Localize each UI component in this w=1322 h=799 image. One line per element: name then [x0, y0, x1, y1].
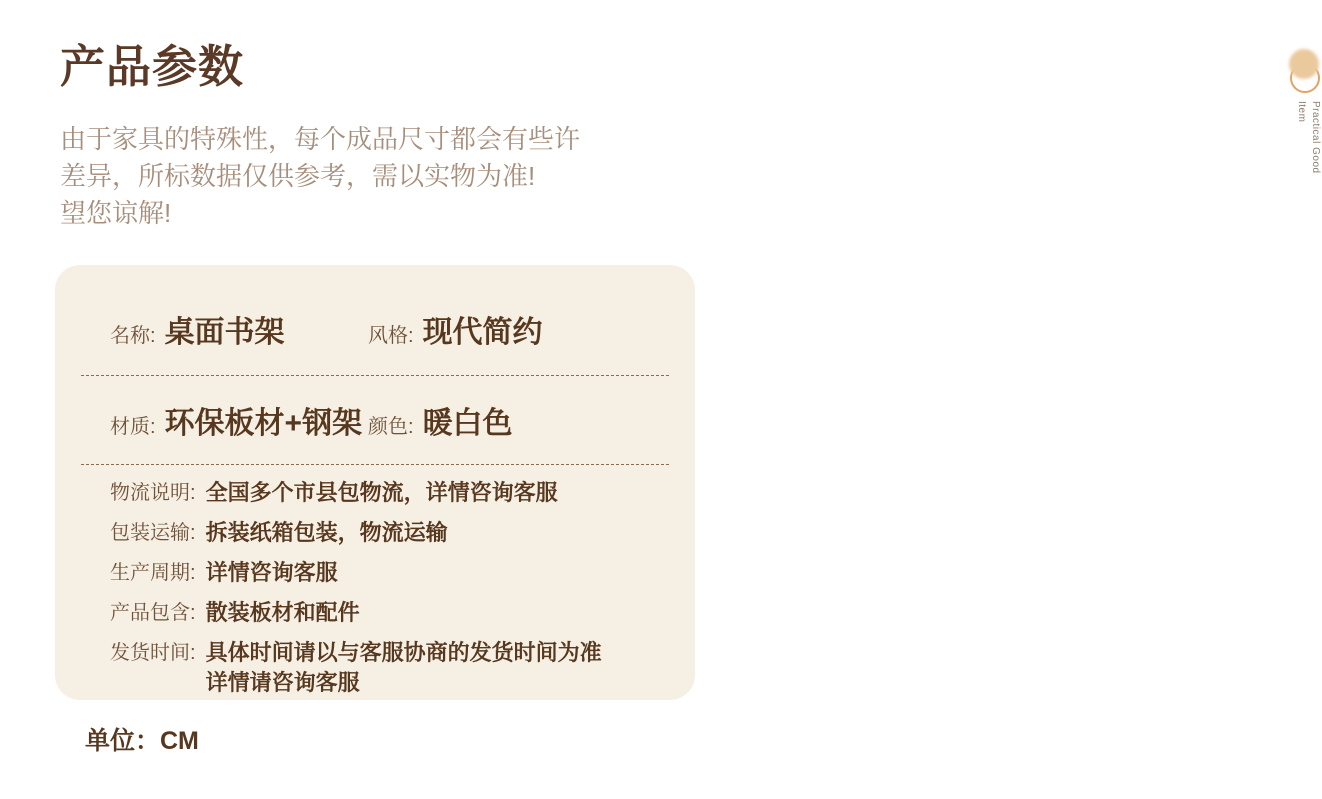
disclaimer-line2: 差异，所标数据仅供参考，需以实物为准! — [60, 161, 536, 191]
coin-circle-icon — [1289, 49, 1319, 79]
info-row-production-cycle — [110, 559, 665, 587]
spec-row-name-style — [55, 265, 695, 375]
info-row-logistics — [110, 479, 665, 507]
info-row-packaging — [110, 519, 665, 547]
spec-pair-material — [110, 398, 368, 442]
page-title: 产品参数 — [60, 41, 245, 92]
unit-label: 单位：CM — [85, 727, 199, 755]
disclaimer-line1: 由于家具的特殊性，每个成品尺寸都会有些许 — [60, 124, 581, 154]
disclaimer-line3: 望您谅解! — [60, 198, 172, 228]
info-label-packaging: 包装运输: — [110, 522, 196, 544]
info-row-includes — [110, 599, 665, 627]
info-value-production-cycle: 详情咨询客服 — [205, 560, 338, 585]
info-value-logistics: 全国多个市县包物流，详情咨询客服 — [205, 480, 558, 505]
info-row-shipping-time — [110, 639, 665, 697]
badge-text-line1: Practical Good — [1310, 101, 1321, 174]
info-list — [55, 465, 695, 697]
spec-label-color: 颜色: — [368, 416, 414, 438]
shipping-time-line1: 具体时间请以与客服协商的发货时间为准 — [205, 640, 602, 665]
info-value-shipping-time — [206, 639, 602, 697]
spec-value-material: 环保板材+钢架 — [164, 407, 363, 440]
info-value-packaging: 拆装纸箱包装，物流运输 — [205, 520, 448, 545]
shipping-time-line2: 详情请咨询客服 — [205, 670, 360, 695]
spec-value-color: 暖白色 — [422, 407, 513, 440]
info-label-includes: 产品包含: — [110, 602, 196, 624]
practical-good-badge — [630, 0, 1321, 200]
badge-vertical-text — [1294, 101, 1322, 174]
info-label-logistics: 物流说明: — [110, 482, 196, 504]
spec-pair-style — [368, 307, 543, 351]
spec-pair-color — [368, 398, 513, 442]
badge-text-line2: Item — [1296, 101, 1307, 123]
info-label-shipping-time: 发货时间: — [110, 642, 196, 664]
spec-label-style: 风格: — [368, 325, 414, 347]
spec-value-style: 现代简约 — [422, 316, 543, 349]
spec-row-material-color — [55, 376, 695, 464]
spec-label-name: 名称: — [110, 325, 156, 347]
spec-card — [55, 265, 695, 700]
spec-value-name: 桌面书架 — [164, 316, 285, 349]
info-label-production-cycle: 生产周期: — [110, 562, 196, 584]
spec-label-material: 材质: — [110, 416, 156, 438]
info-value-includes: 散装板材和配件 — [205, 600, 360, 625]
spec-pair-name — [110, 307, 368, 351]
disclaimer-text — [60, 121, 580, 232]
